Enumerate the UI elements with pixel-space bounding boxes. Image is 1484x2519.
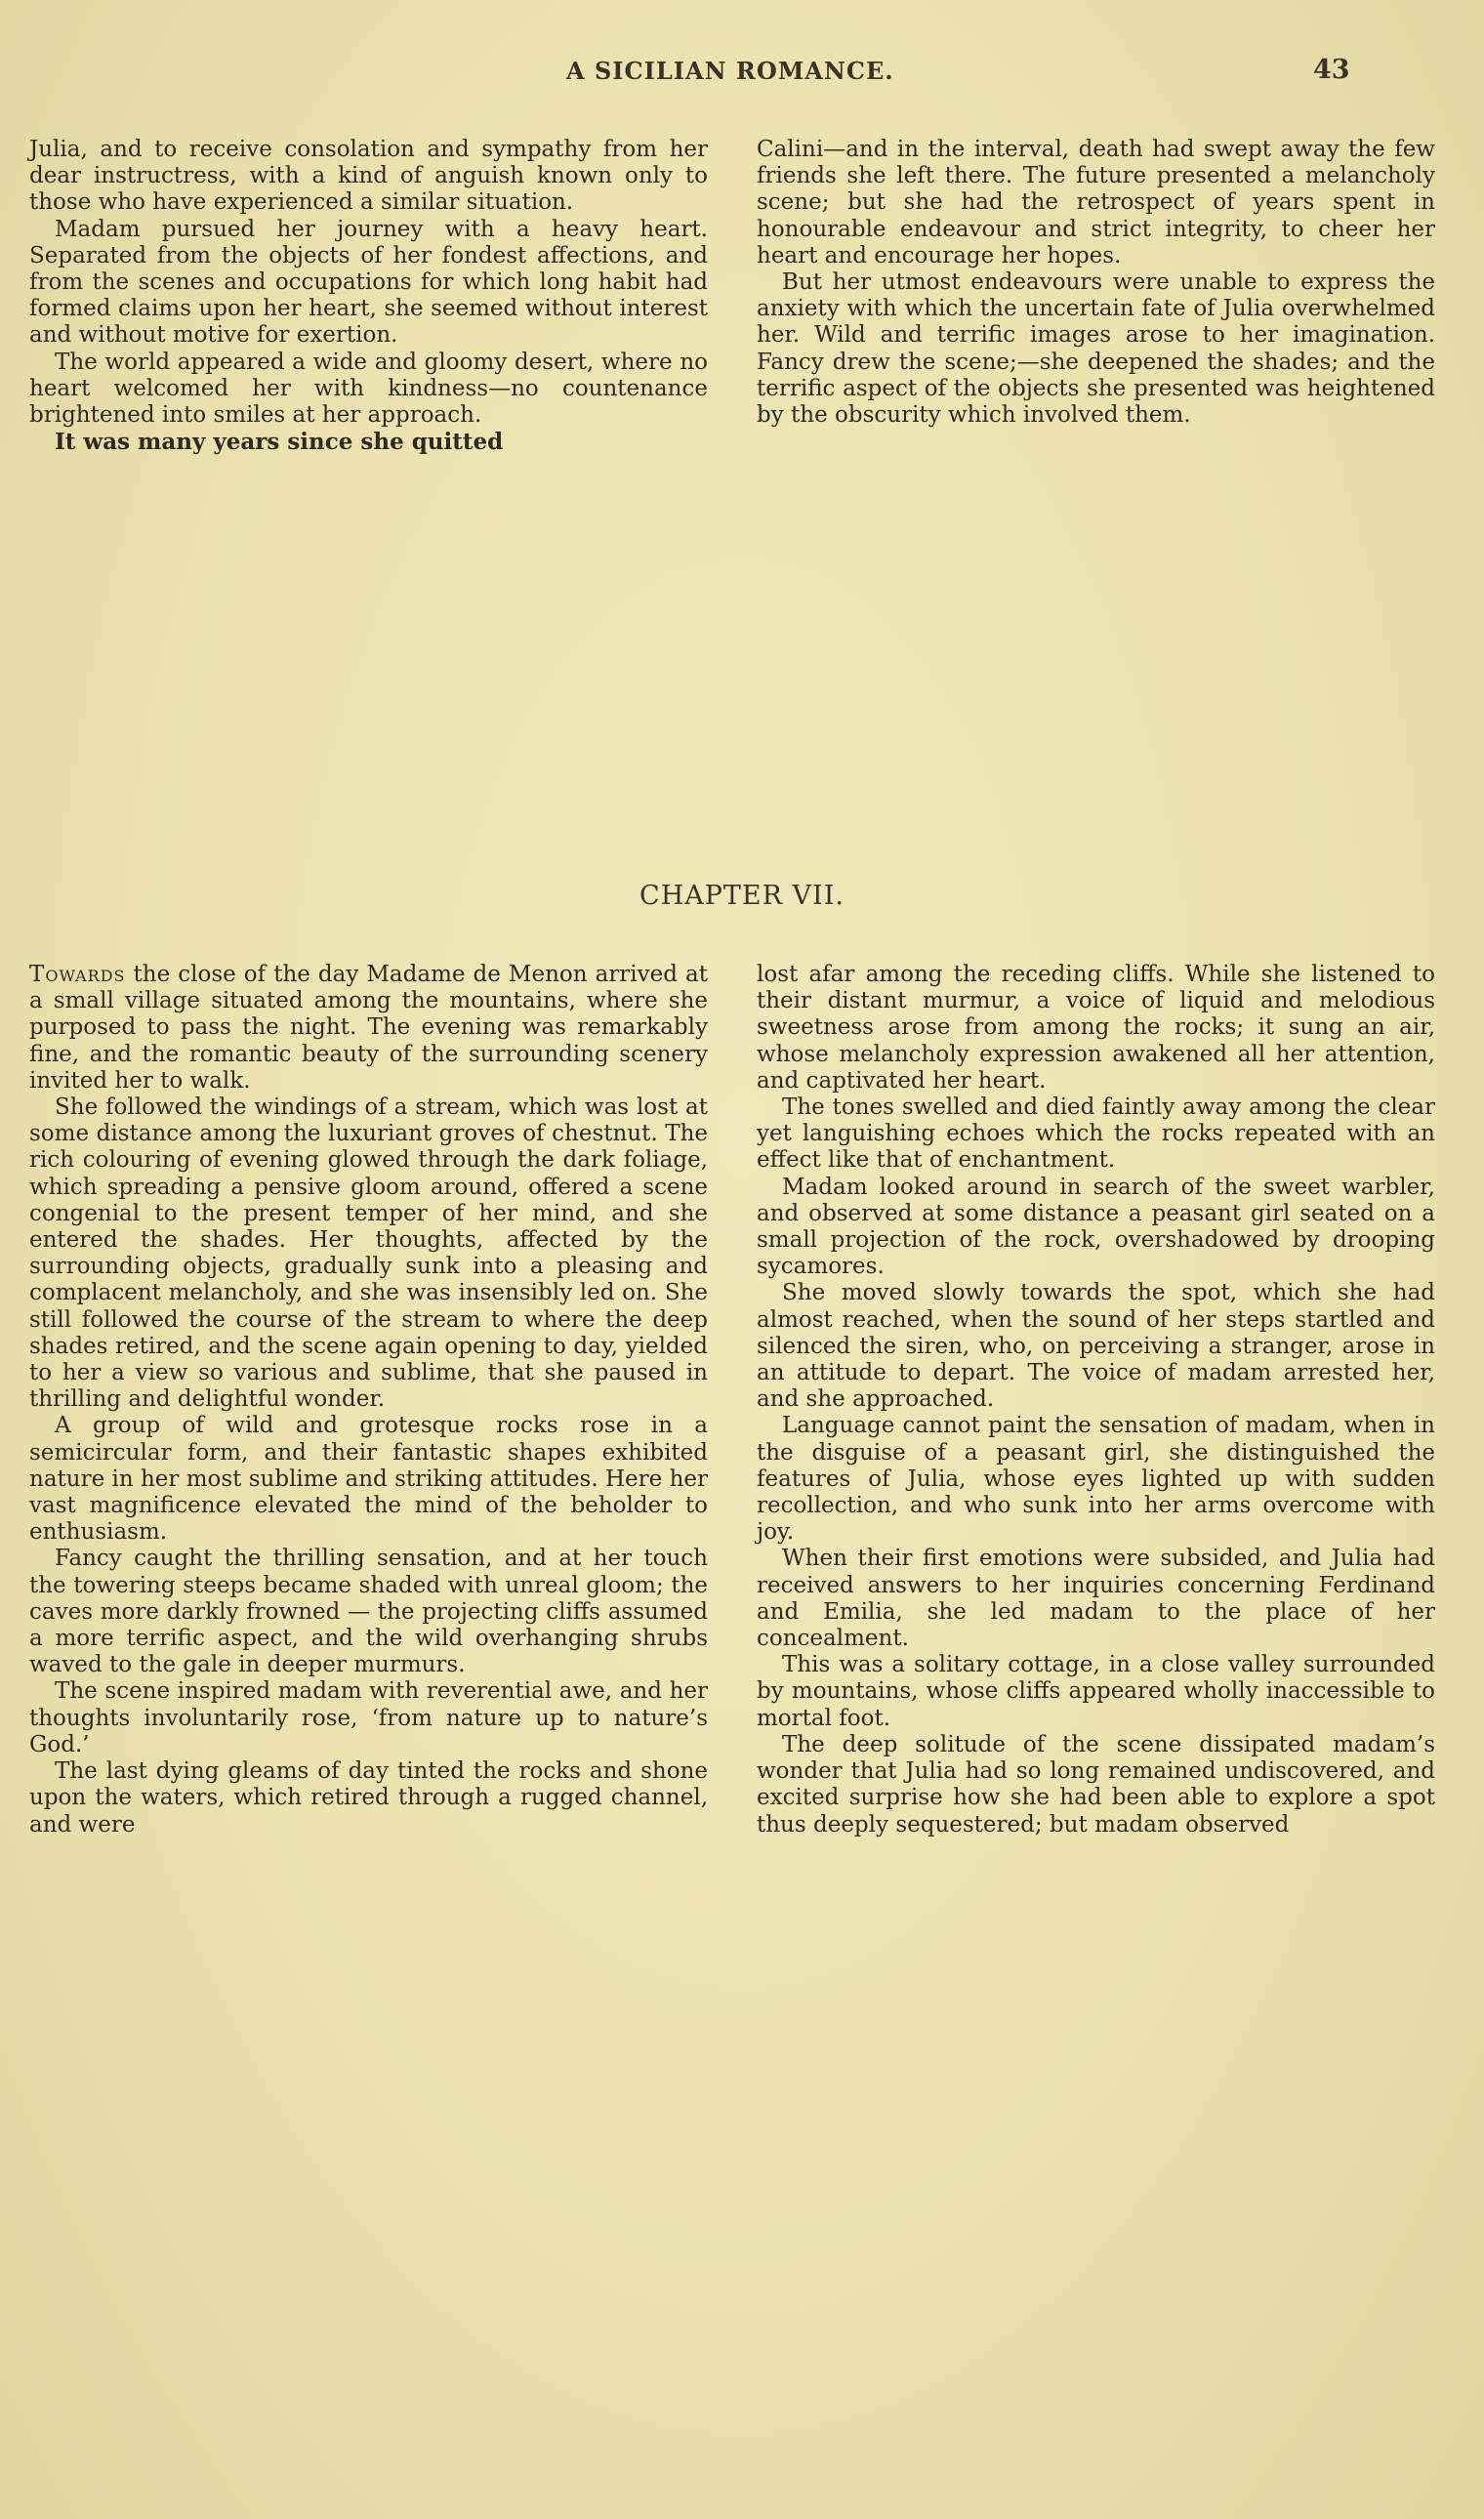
paragraph: Madam looked around in search of the sweet warbler, and observed at some distance a peasant girl seated on a small projection of the rock, overshadowed by drooping sycamores. (757, 1174, 1435, 1280)
paragraph: The last dying gleams of day tinted the rocks and shone upon the waters, which retired through a rugged channel, and were (29, 1758, 708, 1838)
chapter-heading: CHAPTER VII. (639, 881, 845, 911)
paragraph: It was many years since she quitted (55, 429, 504, 456)
paragraph: This was a solitary cottage, in a close valley surrounded by mountains, whose cliffs appeared wholly inaccessible to mortal foot. (757, 1652, 1435, 1731)
paragraph: Calini—and in the interval, death had swept away the few friends she left there. The future presented a melancholy scene; but she had the retrospect of years spent in honourable endeavour and strict integrity, to cheer her heart and encourage her hopes. (757, 137, 1435, 268)
paragraph: Madam pursued her journey with a heavy heart. Separated from the objects of her fondest affections, and from the scenes and occupations for which long habit had formed claims upon her heart, she seemed without interest and without motive for exertion. (29, 216, 708, 349)
running-title: A SICILIAN ROMANCE. (566, 57, 894, 85)
paragraph: The deep solitude of the scene dissipated madam’s wonder that Julia had so long remained undiscovered, and excited surprise how she had been able to explore a spot thus deeply sequestered; but madam observed (757, 1731, 1435, 1838)
paragraph: She followed the windings of a stream, which was lost at some distance among the luxuriant groves of chestnut. The rich colouring of evening glowed through the dark foliage, which spreading a pensive gloom around, offered a scene congenial to the present temper of her mind, and she entered the shades. Her thoughts, affected by the surrounding objects, gradually sunk into a pleasing and complacent melancholy, and she was insensibly led on. She still followed the course of the stream to where the deep shades retired, and the scene again opening to day, yielded to her a view so various and sublime, that she paused in thrilling and delightful wonder. (29, 1094, 708, 1413)
paragraph: A group of wild and grotesque rocks rose in a semicircular form, and their fantastic shapes exhibited nature in her most sublime and striking attitudes. Here her vast magnificence elevated the mind of the beholder to enthusiasm. (29, 1413, 708, 1546)
chapter-opening-word: Towards (29, 962, 126, 987)
chapter-right-column (757, 962, 1435, 1838)
paragraph: The world appeared a wide and gloomy desert, where no heart welcomed her with kindness—no countenance brightened into smiles at her approach. (29, 349, 708, 429)
paragraph: Julia, and to receive consolation and sympathy from her dear instructress, with a kind of anguish known only to those who have experienced a similar situation. (29, 137, 708, 216)
paragraph: She moved slowly towards the spot, which she had almost reached, when the sound of her steps startled and silenced the siren, who, on perceiving a stranger, arose in an attitude to depart. The voice of madam arrested her, and she approached. (757, 1280, 1435, 1413)
paragraph: lost afar among the receding cliffs. While she listened to their distant murmur, a voice of liquid and melodious sweetness arose from among the rocks; it sung an air, whose melancholy expression awakened all her attention, and captivated her heart. (757, 962, 1435, 1094)
chapter-opening-text: the close of the day Madame de Menon arrived at a small village situated among the mountains, where she purposed to pass the night. The evening was remarkably fine, and the romantic beauty of the surrounding scenery invited her to walk. (29, 962, 708, 1094)
top-left-column (29, 137, 708, 455)
running-head (0, 51, 1484, 90)
paragraph: The tones swelled and died faintly away among the clear yet languishing echoes which the rocks repeated with an effect like that of enchantment. (757, 1094, 1435, 1174)
paragraph: When their first emotions were subsided, and Julia had received answers to her inquiries concerning Ferdinand and Emilia, she led madam to the place of her concealment. (757, 1546, 1435, 1652)
paragraph: Language cannot paint the sensation of madam, when in the disguise of a peasant girl, she distinguished the features of Julia, whose eyes lighted up with sudden recollection, and who sunk into her arms overcome with joy. (757, 1413, 1435, 1546)
page-number: 43 (1313, 55, 1350, 85)
paragraph: But her utmost endeavours were unable to express the anxiety with which the uncertain fate of Julia overwhelmed her. Wild and terrific images arose to her imagination. Fancy drew the scene;—she deepened the shades; and the terrific aspect of the objects she presented was heightened by the obscurity which involved them. (757, 269, 1435, 429)
top-right-column (757, 137, 1435, 429)
chapter-opening-paragraph (29, 962, 708, 1094)
paragraph: Fancy caught the thrilling sensation, and at her touch the towering steeps became shaded with unreal gloom; the caves more darkly frowned — the projecting cliffs assumed a more terrific aspect, and the wild overhanging shrubs waved to the gale in deeper murmurs. (29, 1546, 708, 1678)
chapter-left-column (29, 962, 708, 1838)
paragraph: The scene inspired madam with reverential awe, and her thoughts involuntarily rose, ‘from nature up to nature’s God.’ (29, 1678, 708, 1757)
